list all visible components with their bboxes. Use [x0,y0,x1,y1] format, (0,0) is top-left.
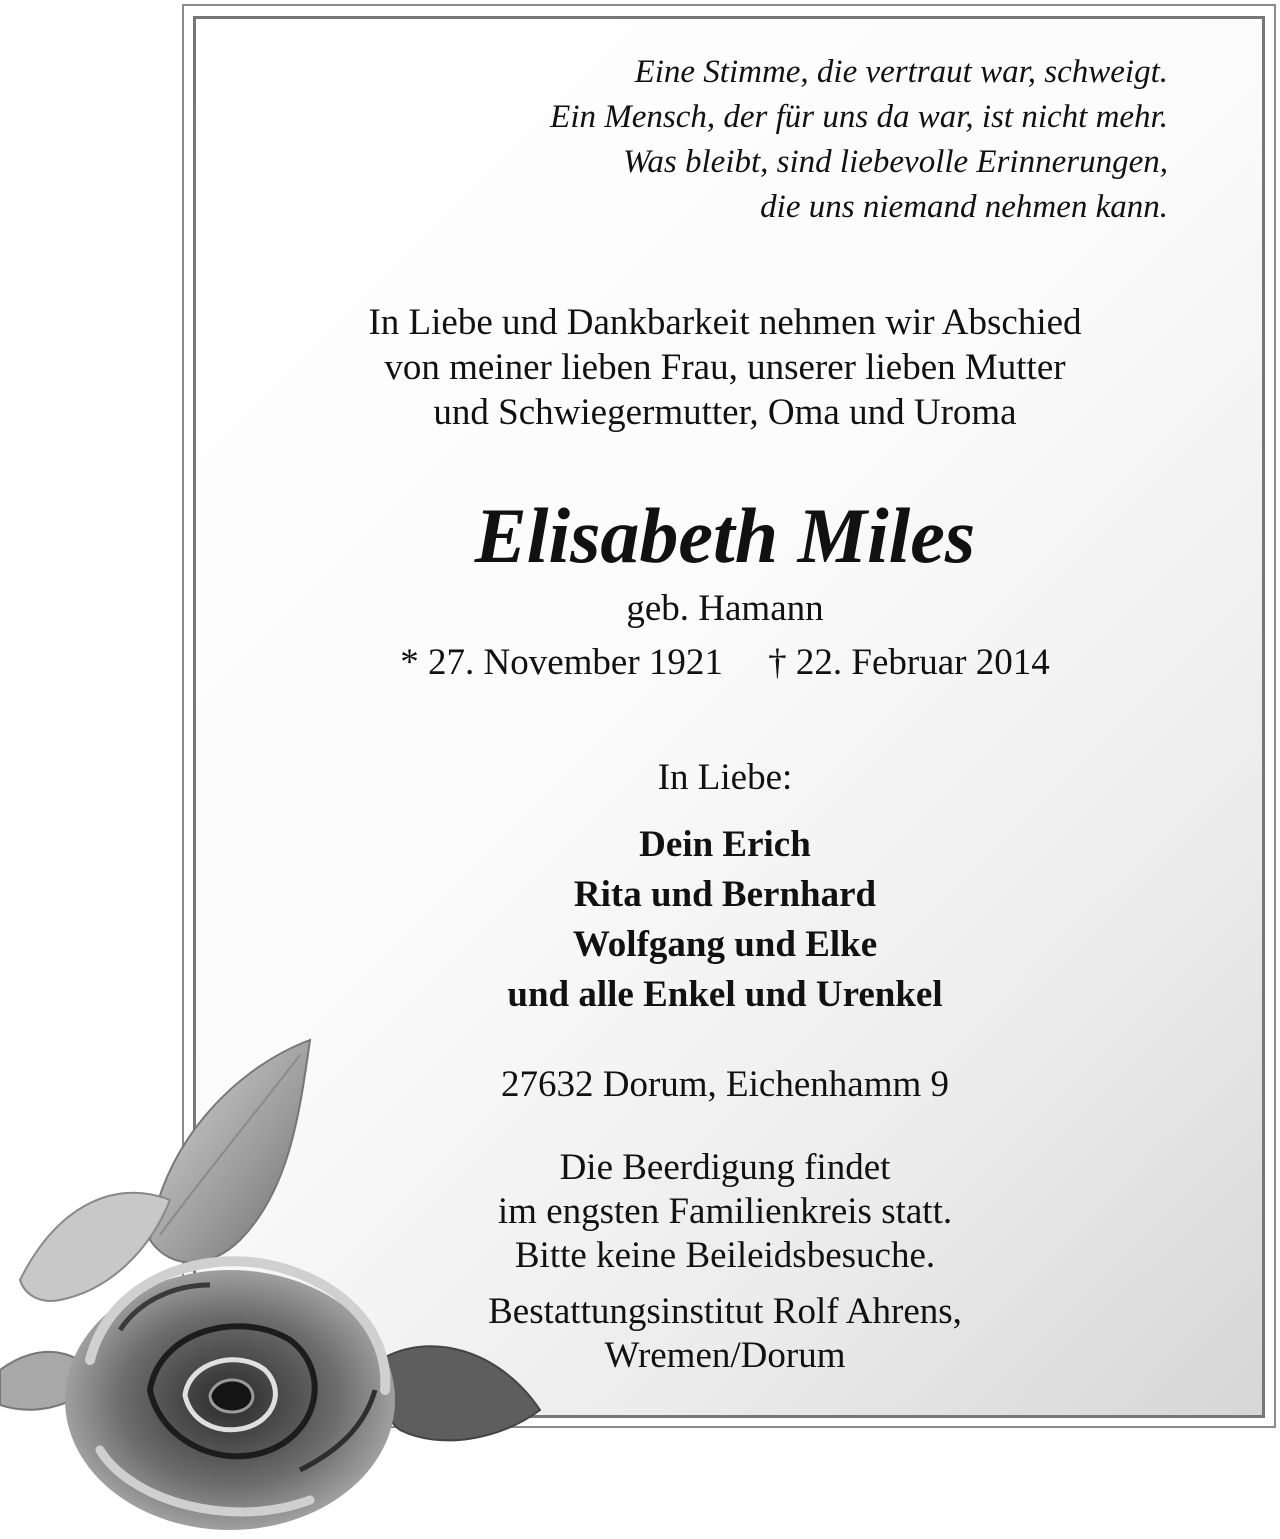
undertaker-line: Wremen/Dorum [604,1335,846,1376]
poem-line: Ein Mensch, der für uns da war, ist nicht mehr. [550,99,1168,135]
memorial-poem [408,50,1168,230]
funeral-line: im engsten Familienkreis statt. [497,1191,953,1232]
poem-line: Was bleibt, sind liebevolle Erinnerungen, [622,144,1168,180]
funeral-line: Die Beerdigung findet [559,1147,891,1188]
mourner-name: Rita und Bernhard [573,874,877,915]
poem-line: Eine Stimme, die vertraut war, schweigt. [634,54,1168,90]
maiden-name: geb. Hamann [626,588,824,629]
rose-icon [0,1030,560,1539]
mourner-name: und alle Enkel und Urenkel [507,974,943,1015]
farewell-intro [200,300,1250,435]
undertaker-line: Bestattungsinstitut Rolf Ahrens, [488,1291,962,1332]
birth-date: * 27. November 1921 [400,642,723,683]
intro-line: In Liebe und Dankbarkeit nehmen wir Abschied [368,302,1082,343]
mourners-label: In Liebe: [657,757,793,798]
intro-line: und Schwiegermutter, Oma und Uroma [433,392,1017,433]
mourner-name: Dein Erich [639,824,811,865]
poem-line: die uns niemand nehmen kann. [760,189,1168,225]
family-address: 27632 Dorum, Eichenhamm 9 [500,1064,950,1105]
mourners-list [200,820,1250,1020]
death-date: † 22. Februar 2014 [768,642,1050,683]
mourner-name: Wolfgang und Elke [572,924,878,965]
life-dates [200,640,1250,686]
intro-line: von meiner lieben Frau, unserer lieben Mutter [384,347,1066,388]
funeral-line: Bitte keine Beileidsbesuche. [514,1235,936,1276]
deceased-name: Elisabeth Miles [474,492,976,579]
